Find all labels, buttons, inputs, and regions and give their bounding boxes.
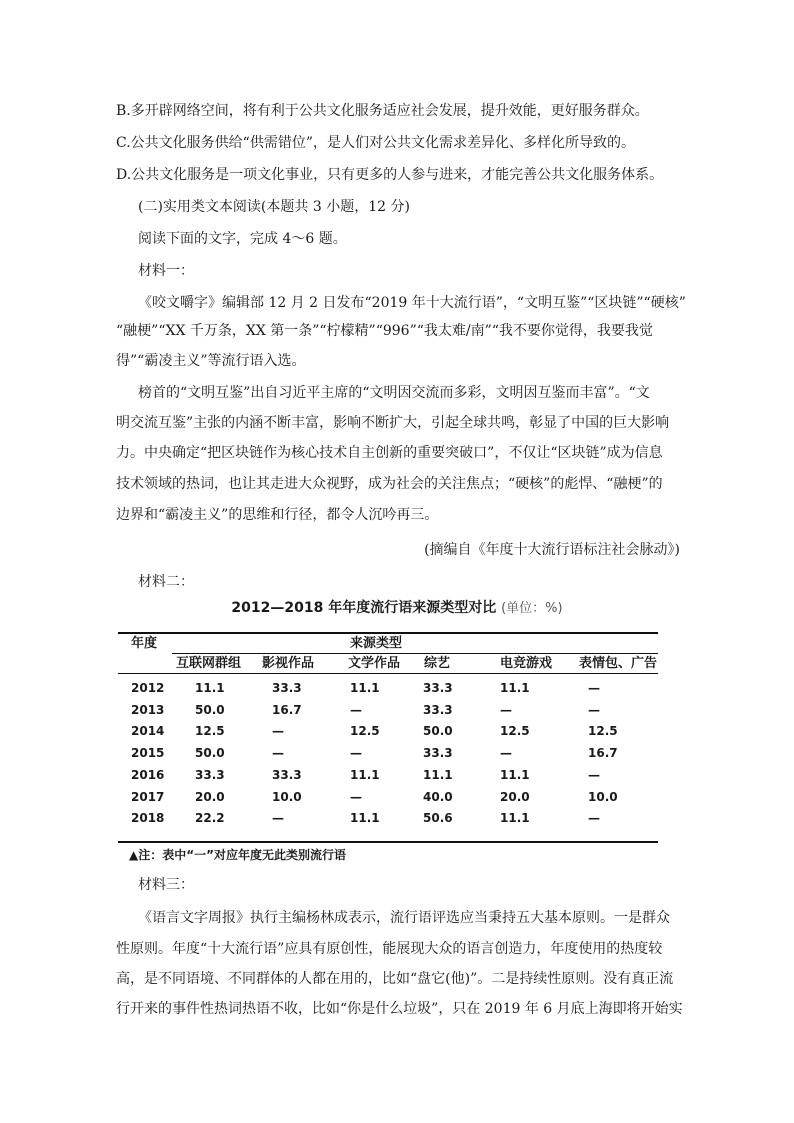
material1-p1-line: “融梗”“XX 千万条，XX 第一条”“柠檬精”“996”“我太难/南”“我不要你觉得，我要我觉 bbox=[116, 323, 653, 339]
table-cell: 50.6 bbox=[423, 811, 453, 826]
table-cell: 16.7 bbox=[588, 746, 618, 761]
table-header-rule bbox=[118, 673, 658, 674]
table-row-header: 年度 bbox=[131, 636, 158, 651]
material3-p1-line: 性原则。年度“十大流行语”应具有原创性，能展现大众的语言创造力，年度使用的热度较 bbox=[116, 941, 663, 957]
table-cell: — bbox=[272, 811, 284, 826]
table-cell: 50.0 bbox=[423, 724, 453, 739]
table-cell: 40.0 bbox=[423, 789, 453, 804]
material1-p2-line: 边界和“霸凌主义”的思维和行径，都令人沉吟再三。 bbox=[116, 507, 439, 523]
table-row-year: 2016 bbox=[131, 767, 165, 782]
table-group-rule bbox=[172, 653, 658, 654]
table-note: ▲注：表中“一”对应年度无此类别流行语 bbox=[129, 848, 347, 862]
material1-source: (摘编自《年度十大流行语标注社会脉动》) bbox=[424, 542, 680, 558]
material1-p2-line: 力。中央确定“把区块链作为核心技术自主创新的重要突破口”，不仅让“区块链”成为信息 bbox=[116, 445, 663, 461]
table-cell: 12.5 bbox=[500, 724, 530, 739]
material1-p2-line: 技术领域的热词，也让其走进大众视野，成为社会的关注焦点；“硬核”的彪悍、“融梗”的 bbox=[116, 476, 663, 492]
table-column-header: 表情包、广告 bbox=[579, 656, 658, 671]
table-cell: 11.1 bbox=[500, 811, 530, 826]
table-cell: 10.0 bbox=[588, 789, 618, 804]
table-row-year: 2013 bbox=[131, 702, 165, 717]
material1-p1-line: 《咬文嚼字》编辑部 12 月 2 日发布“2019 年十大流行语”，“文明互鉴”“区块链”“硬核” bbox=[138, 295, 686, 311]
material3-p1-line: 高，是不同语境、不同群体的人都在用的，比如“盘它(他)”。二是持续性原则。没有真正流 bbox=[116, 971, 674, 987]
option-d: D.公共文化服务是一项文化事业，只有更多的人参与进来，才能完善公共文化服务体系。 bbox=[116, 167, 664, 183]
table-cell: 12.5 bbox=[350, 724, 380, 739]
table-cell: — bbox=[350, 702, 362, 717]
chart-title-text: 2012—2018 年年度流行语来源类型对比 bbox=[231, 600, 497, 616]
table-cell: — bbox=[588, 811, 600, 826]
table-cell: — bbox=[272, 746, 284, 761]
table-row-year: 2018 bbox=[131, 811, 165, 826]
table-cell: 33.3 bbox=[423, 746, 453, 761]
option-c: C.公共文化服务供给“供需错位”，是人们对公共文化需求差异化、多样化所导致的。 bbox=[116, 135, 635, 151]
material1-p1-line: 得”“霸凌主义”等流行语入选。 bbox=[116, 353, 306, 369]
table-cell: 33.3 bbox=[423, 681, 453, 695]
option-b: B.多开辟网络空间，将有利于公共文化服务适应社会发展，提升效能，更好服务群众。 bbox=[116, 103, 649, 119]
table-cell: 11.1 bbox=[500, 767, 530, 782]
table-cell: 50.0 bbox=[195, 702, 225, 717]
material1-p2-line: 明交流互鉴”主张的内涵不断丰富，影响不断扩大，引起全球共鸣，彰显了中国的巨大影响 bbox=[116, 415, 670, 431]
table-row-year: 2017 bbox=[131, 789, 165, 804]
table-cell: 20.0 bbox=[195, 789, 225, 804]
table-cell: 20.0 bbox=[500, 789, 530, 804]
material3-p1-line: 行开来的事件性热词热语不收，比如“你是什么垃圾”，只在 2019 年 6 月底上海即将开始实 bbox=[116, 1001, 683, 1017]
table-cell: 11.1 bbox=[195, 681, 225, 695]
table-column-header: 电竞游戏 bbox=[500, 656, 553, 671]
table-cell: 33.3 bbox=[272, 681, 302, 695]
table-cell: 12.5 bbox=[195, 724, 225, 739]
table-cell: 11.1 bbox=[350, 767, 380, 782]
material1-label: 材料一： bbox=[138, 263, 194, 279]
table-cell: — bbox=[588, 681, 600, 695]
table-cell: 50.0 bbox=[195, 746, 225, 761]
table-cell: — bbox=[588, 767, 600, 782]
chart-title bbox=[0, 598, 794, 619]
table-cell: 12.5 bbox=[588, 724, 618, 739]
table-row-year: 2014 bbox=[131, 724, 165, 739]
table-top-rule bbox=[118, 632, 658, 634]
section-instruction: 阅读下面的文字，完成 4～6 题。 bbox=[138, 231, 347, 247]
table-cell: 33.3 bbox=[195, 767, 225, 782]
table-cell: 11.1 bbox=[500, 681, 530, 695]
table-cell: — bbox=[350, 746, 362, 761]
table-bottom-rule bbox=[118, 841, 658, 843]
table-cell: 33.3 bbox=[272, 767, 302, 782]
table-cell: 11.1 bbox=[350, 811, 380, 826]
material2-label: 材料二： bbox=[138, 574, 194, 590]
table-cell: — bbox=[272, 724, 284, 739]
section-heading: (二)实用类文本阅读(本题共 3 小题，12 分) bbox=[138, 199, 410, 215]
table-cell: 16.7 bbox=[272, 702, 302, 717]
material3-label: 材料三： bbox=[138, 877, 194, 893]
chart-unit: (单位：%) bbox=[501, 601, 563, 616]
table-cell: 33.3 bbox=[423, 702, 453, 717]
table-row-year: 2015 bbox=[131, 746, 165, 761]
table-group-header: 来源类型 bbox=[350, 636, 403, 651]
table-column-header: 影视作品 bbox=[262, 656, 315, 671]
material3-p1-line: 《语言文字周报》执行主编杨林成表示，流行语评选应当秉持五大基本原则。一是群众 bbox=[138, 910, 670, 926]
table-cell: 22.2 bbox=[195, 811, 225, 826]
material1-p2-line: 榜首的“文明互鉴”出自习近平主席的“文明因交流而多彩，文明因互鉴而丰富”。“文 bbox=[138, 385, 650, 401]
table-column-header: 互联网群组 bbox=[176, 656, 242, 671]
table-column-header: 综艺 bbox=[424, 656, 451, 671]
table-cell: — bbox=[350, 789, 362, 804]
table-cell: — bbox=[500, 702, 512, 717]
table-cell: — bbox=[500, 746, 512, 761]
table-column-header: 文学作品 bbox=[348, 656, 401, 671]
table-row-year: 2012 bbox=[131, 681, 165, 695]
table-cell: 11.1 bbox=[350, 681, 380, 695]
table-cell: — bbox=[588, 702, 600, 717]
table-cell: 11.1 bbox=[423, 767, 453, 782]
table-cell: 10.0 bbox=[272, 789, 302, 804]
